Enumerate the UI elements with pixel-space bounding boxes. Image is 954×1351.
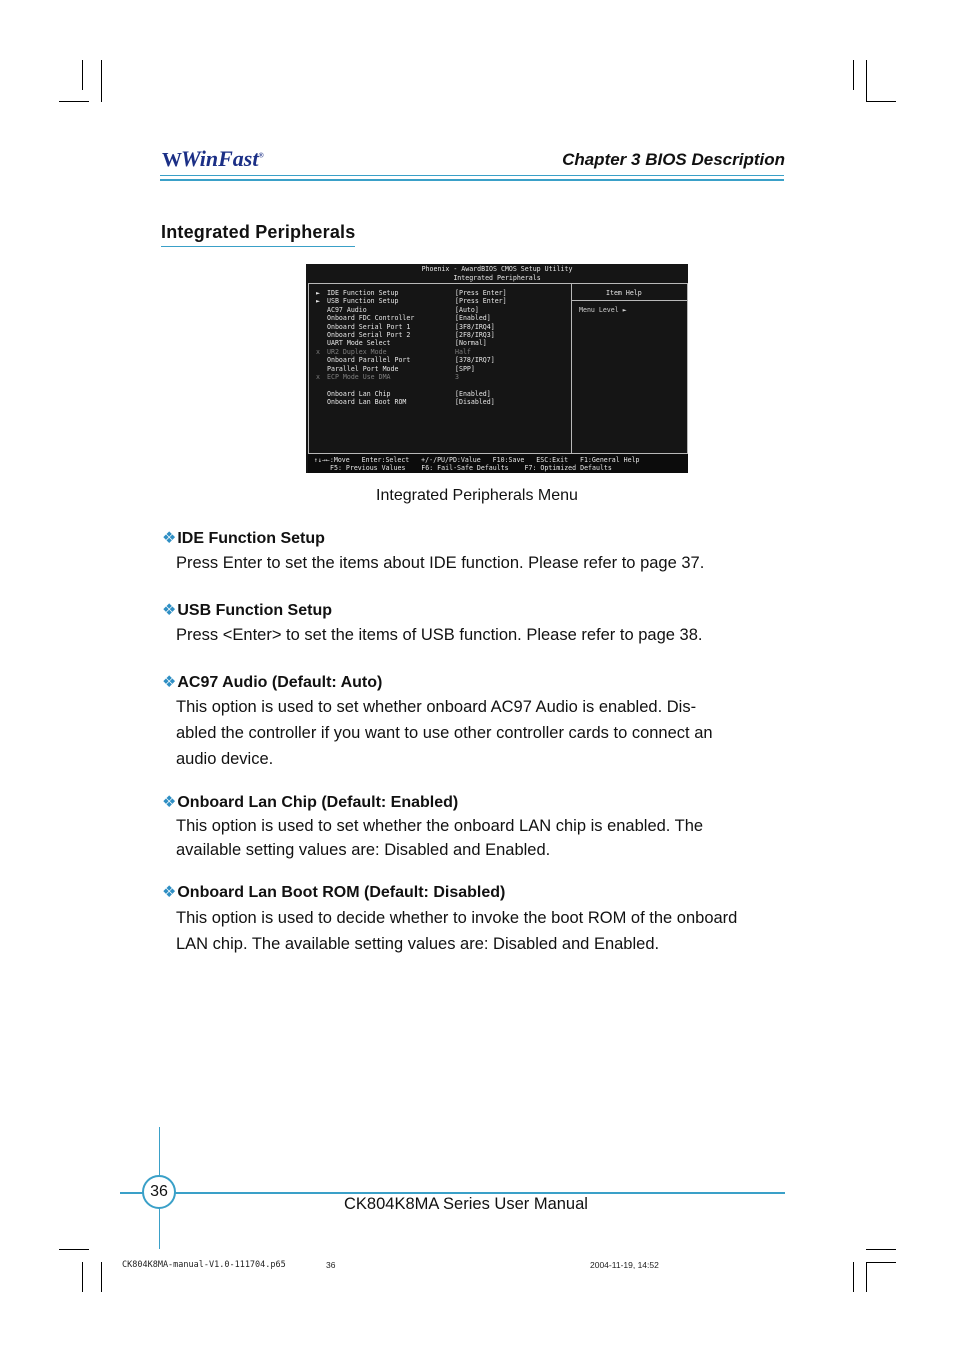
bios-setting-row [316, 348, 566, 356]
crop-mark [866, 60, 867, 102]
footer-rule [120, 1192, 785, 1194]
bios-row-marker [316, 339, 327, 347]
bios-title: Phoenix - AwardBIOS CMOS Setup Utility [421, 265, 573, 273]
bios-setting-value [455, 381, 555, 389]
bios-setting-row [316, 314, 566, 322]
bios-setting-value: [3F8/IRQ4] [455, 322, 495, 331]
bios-setting-value: [Enabled] [455, 314, 491, 323]
figure-caption: Integrated Peripherals Menu [376, 487, 578, 504]
print-page-number: 36 [326, 1260, 336, 1270]
bios-setting-label: UART Mode Select [327, 339, 391, 348]
section-title: Integrated Peripherals [161, 222, 355, 247]
item-heading-lan-chip [162, 792, 458, 812]
bios-setting-value: [Auto] [455, 305, 479, 314]
header-rule [160, 175, 784, 176]
winfast-logo [162, 146, 264, 172]
body-line: Press Enter to set the items about IDE function. Please refer to page 37. [176, 554, 705, 572]
item-heading-lan-boot-rom [162, 882, 505, 902]
bios-setting-label: ECP Mode Use DMA [327, 372, 391, 381]
print-date: 2004-11-19, 14:52 [590, 1260, 659, 1270]
bios-row-marker [316, 356, 327, 364]
bios-subtitle: Integrated Peripherals [453, 274, 541, 282]
bios-setting-label: Onboard Lan Boot ROM [327, 398, 407, 407]
logo-text: WinFast [181, 146, 259, 171]
bios-row-marker: ► [316, 289, 320, 297]
item-heading-text: USB Function Setup [177, 602, 332, 619]
bios-setting-label: Parallel Port Mode [327, 364, 399, 373]
crop-mark [101, 60, 102, 102]
bios-setting-row [316, 331, 566, 339]
bios-setting-row [316, 373, 566, 381]
bios-row-marker [316, 331, 327, 339]
bios-setting-row [316, 339, 566, 347]
bios-setting-value: [Enabled] [455, 389, 491, 398]
item-heading-text: Onboard Lan Chip (Default: Enabled) [177, 794, 459, 811]
body-line: LAN chip. The available setting values are: Disabled and Enabled. [176, 935, 660, 953]
bios-help-title: Item Help [606, 289, 642, 297]
bios-setting-value: [Normal] [455, 339, 487, 348]
body-line: This option is used to decide whether to invoke the boot ROM of the onboard [176, 909, 738, 927]
bios-setting-label: Onboard Lan Chip [327, 389, 391, 398]
crop-mark [866, 101, 896, 102]
bios-setting-label [327, 381, 455, 389]
crop-mark [866, 1262, 896, 1263]
item-body-ac97 [176, 694, 796, 772]
crop-mark [101, 1262, 102, 1292]
bios-row-marker: x [316, 347, 320, 356]
diamond-bullet-icon: ❖ [162, 530, 177, 547]
bios-row-marker [316, 365, 327, 373]
item-body-lan-boot-rom [176, 905, 796, 957]
item-heading-ide [162, 528, 325, 548]
bios-setting-label: AC97 Audio [327, 305, 367, 314]
crop-mark [866, 1262, 867, 1292]
bios-row-marker [316, 398, 327, 406]
crop-mark [59, 101, 89, 102]
bios-setting-row [316, 289, 566, 297]
item-heading-text: IDE Function Setup [177, 530, 325, 547]
body-line: This option is used to set whether onboard AC97 Audio is enabled. Dis- [176, 698, 697, 716]
item-body-ide [176, 550, 796, 576]
bios-setting-row [316, 398, 566, 406]
bios-setting-row [316, 323, 566, 331]
bios-setting-value: [Press Enter] [455, 289, 507, 297]
bios-setting-value: [Disabled] [455, 398, 495, 407]
bios-setting-row [316, 390, 566, 398]
bios-setting-row [316, 381, 566, 389]
logo-w-mark: W [162, 149, 179, 171]
diamond-bullet-icon: ❖ [162, 602, 177, 619]
crop-mark [82, 60, 83, 90]
bios-footer [308, 454, 688, 473]
bios-row-marker [316, 323, 327, 331]
bios-setting-label: IDE Function Setup [327, 289, 399, 297]
bios-row-marker [316, 314, 327, 322]
bios-row-marker [316, 390, 327, 398]
page-number: 36 [150, 1183, 168, 1200]
bios-setting-row [316, 356, 566, 364]
crop-mark [82, 1262, 83, 1292]
bios-screenshot [306, 264, 688, 473]
crop-mark [59, 1249, 89, 1250]
crop-mark [853, 1262, 854, 1292]
bios-setting-row [316, 297, 566, 305]
bios-row-marker: x [316, 372, 320, 381]
bios-setting-value: 3 [455, 372, 459, 381]
logo-registered-mark: ® [258, 151, 264, 160]
body-line: This option is used to set whether the onboard LAN chip is enabled. The [176, 817, 704, 835]
item-body-usb [176, 622, 796, 648]
body-line: available setting values are: Disabled and Enabled. [176, 841, 551, 859]
bios-setting-label: Onboard Serial Port 1 [327, 322, 411, 331]
crop-mark [853, 60, 854, 90]
bios-setting-row [316, 306, 566, 314]
bios-setting-label: Onboard FDC Controller [327, 314, 415, 323]
manual-title: CK804K8MA Series User Manual [344, 1195, 588, 1213]
item-heading-text: AC97 Audio (Default: Auto) [177, 674, 383, 691]
bios-setting-row [316, 365, 566, 373]
body-line: audio device. [176, 750, 274, 768]
bios-setting-value: [Press Enter] [455, 297, 507, 306]
bios-setting-value: [SPP] [455, 364, 475, 373]
header-rule [160, 179, 784, 181]
page-number-badge [142, 1175, 176, 1209]
bios-help-separator [572, 300, 687, 301]
diamond-bullet-icon: ❖ [162, 794, 177, 811]
item-heading-usb [162, 600, 332, 620]
bios-footer-keys: ↑↓→←:Move Enter:Select +/-/PU/PD:Value F10:Save ESC:Exit F1:General Help [314, 456, 640, 464]
bios-row-marker [316, 306, 327, 314]
bios-setting-label: Onboard Serial Port 2 [327, 330, 411, 339]
bios-setting-value: Half [455, 347, 471, 356]
bios-footer-defaults: F5: Previous Values F6: Fail-Safe Defaults F7: Optimized Defaults [330, 464, 612, 472]
crop-mark [866, 1249, 896, 1250]
print-file-name: CK804K8MA-manual-V1.0-111704.p65 [122, 1260, 286, 1270]
bios-settings-list [316, 289, 566, 406]
bios-setting-value: [2F8/IRQ3] [455, 330, 495, 339]
bios-help-menu-level: Menu Level ► [579, 306, 627, 314]
bios-setting-label: USB Function Setup [327, 297, 399, 306]
bios-row-marker: ► [316, 297, 320, 306]
item-heading-ac97 [162, 672, 382, 692]
bios-divider [571, 283, 572, 453]
bios-setting-label: Onboard Parallel Port [327, 356, 411, 365]
bios-setting-value: [378/IRQ7] [455, 356, 495, 365]
diamond-bullet-icon: ❖ [162, 884, 177, 901]
item-body-lan-chip [176, 814, 796, 862]
item-heading-text: Onboard Lan Boot ROM (Default: Disabled) [177, 884, 506, 901]
diamond-bullet-icon: ❖ [162, 674, 177, 691]
body-line: Press <Enter> to set the items of USB function. Please refer to page 38. [176, 626, 703, 644]
chapter-title: Chapter 3 BIOS Description [562, 150, 785, 169]
body-line: abled the controller if you want to use other controller cards to connect an [176, 724, 713, 742]
bios-setting-label: UR2 Duplex Mode [327, 347, 387, 356]
bios-row-marker [316, 381, 327, 389]
